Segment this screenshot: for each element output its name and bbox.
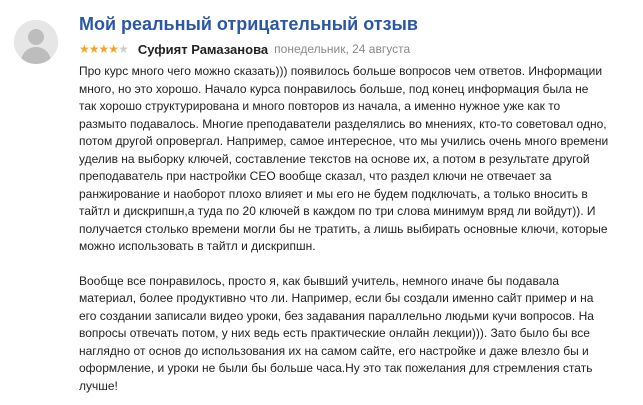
review-date: понедельник, 24 августа xyxy=(274,42,411,56)
review-author[interactable]: Суфият Рамазанова xyxy=(137,41,269,57)
review-paragraph: Про курс много чего можно сказать))) появилось больше вопросов чем ответов. Информации много, но это хорошо. Начало курса понравилось больше, под конец информация была не так хорошо структурирована и много повторов из начала, а именно нужное уже как то размыто подавалось. Многие преподаватели разделялись во мнениях, кто-то советовал одно, потом другой опровергал. Например, самое интересное, что мы учились очень много времени уделив на выборку ключей, составление текстов на основе их, а потом в результате другой преподаватель при настройки СЕО вообще сказал, что раздел ключи не отвечает за ранжирование и наоборот плохо влияет и мы его не будем подключать, а только вносить в тайтл и дискрипшн,а туда по 20 ключей в каждом по три слова минимум вряд ли войдут)). И получается столько времени могли бы не тратить, а лишь выбирать основные ключи, которые можно использовать в тайтл и дискрипшн. xyxy=(79,64,609,253)
avatar[interactable] xyxy=(14,20,58,64)
review-paragraph: Вообще все понравилось, просто я, как бывший учитель, немного иначе бы подавала материал, более продуктивно что ли. Например, если бы создали именно сайт пример и на его создании записали видео уроки, без задавания параллельно людьми кучи вопросов. На вопросы отвечать потом, у них ведь есть практические онлайн лекции))). Зато было бы все наглядно от основ до использования их на самом сайте, его настройке и даже влезло бы и оформление, и уроки не были бы больше часа.Ну это так пожелания для стремления стать лучше! xyxy=(79,273,594,393)
rating-stars xyxy=(79,43,128,55)
star-filled-icon: ★ xyxy=(88,42,99,56)
star-filled-icon: ★ xyxy=(79,42,89,56)
review-title[interactable]: Мой реальный отрицательный отзыв xyxy=(79,14,418,34)
star-empty-icon: ★ xyxy=(118,42,128,56)
star-filled-icon: ★ xyxy=(98,42,109,56)
review-meta xyxy=(79,41,410,57)
review-body xyxy=(79,63,639,395)
star-filled-icon: ★ xyxy=(108,42,119,56)
user-silhouette-icon xyxy=(14,20,58,64)
